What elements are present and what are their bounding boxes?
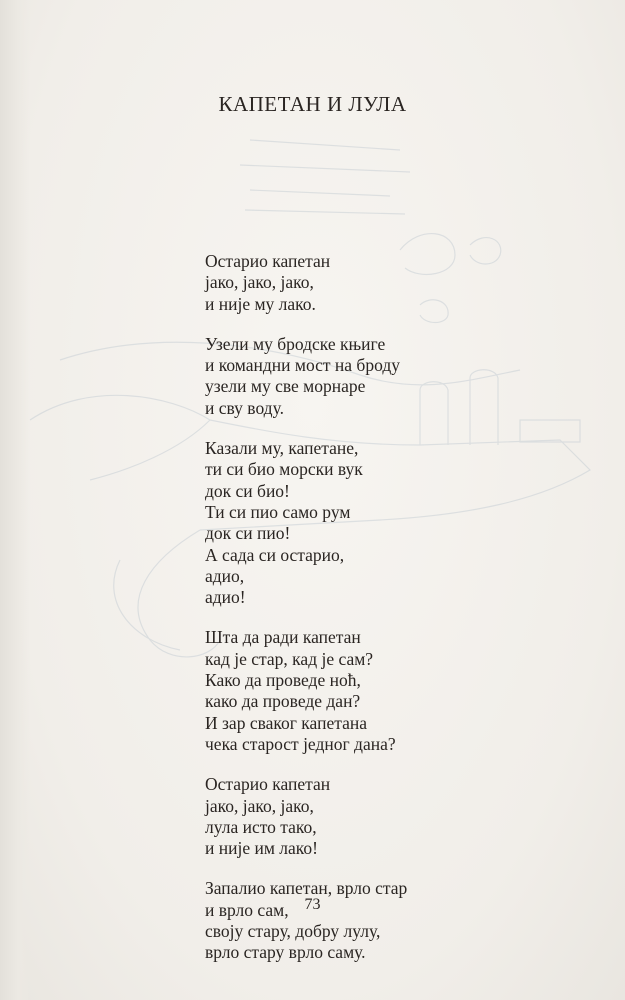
poem-line: и врло сам, bbox=[205, 899, 289, 920]
poem-line: Како да проведе ноћ, bbox=[205, 670, 361, 691]
stanza-6 bbox=[205, 878, 605, 963]
poem-body bbox=[205, 251, 605, 983]
poem-line: јако, јако, јако, bbox=[205, 272, 314, 293]
poem-line: адио! bbox=[205, 587, 246, 608]
poem-line: своју стару, добру лулу, bbox=[205, 921, 381, 942]
stanza-3 bbox=[205, 438, 605, 608]
page-number: 73 bbox=[304, 896, 321, 913]
poem-line: И зар сваког капетана bbox=[205, 712, 367, 733]
poem-line: и командни мост на броду bbox=[205, 355, 400, 376]
poem-line: кад је стар, кад је сам? bbox=[205, 648, 374, 669]
poem-title: КАПЕТАН И ЛУЛА bbox=[218, 92, 407, 116]
poem-line: док си пио! bbox=[205, 523, 291, 544]
poem-line: врло стару врло саму. bbox=[205, 942, 366, 963]
poem-line: јако, јако, јако, bbox=[205, 795, 314, 816]
page-spine-shadow bbox=[0, 0, 30, 1000]
poem-line: Остарио капетан bbox=[205, 774, 331, 795]
stanza-5 bbox=[205, 774, 605, 859]
poem-line: Ти си пио само рум bbox=[205, 501, 351, 522]
stanza-1 bbox=[205, 251, 605, 315]
poem-line: узели му све морнаре bbox=[205, 376, 366, 397]
poem-line: Запалио капетан, врло стар bbox=[205, 878, 408, 899]
poem-line: и сву воду. bbox=[205, 397, 284, 418]
stanza-4 bbox=[205, 627, 605, 755]
poem-line: Казали му, капетане, bbox=[205, 438, 359, 459]
poem-line: Шта да ради капетан bbox=[205, 627, 361, 648]
poem-line: Узели му бродске књиге bbox=[205, 333, 386, 354]
poem-line: чека старост једног дана? bbox=[205, 733, 396, 754]
poem-line: и није им лако! bbox=[205, 838, 318, 859]
poem-line: ти си био морски вук bbox=[205, 459, 363, 480]
poem-line: лула исто тако, bbox=[205, 816, 317, 837]
poem-line: док си био! bbox=[205, 480, 290, 501]
poem-line: адио, bbox=[205, 565, 245, 586]
poem-line: Остарио капетан bbox=[205, 251, 331, 271]
stanza-2 bbox=[205, 334, 605, 419]
poem-line: како да проведе дан? bbox=[205, 691, 361, 712]
poem-line: А сада си остарио, bbox=[205, 544, 345, 565]
poem-line: и није му лако. bbox=[205, 293, 316, 314]
